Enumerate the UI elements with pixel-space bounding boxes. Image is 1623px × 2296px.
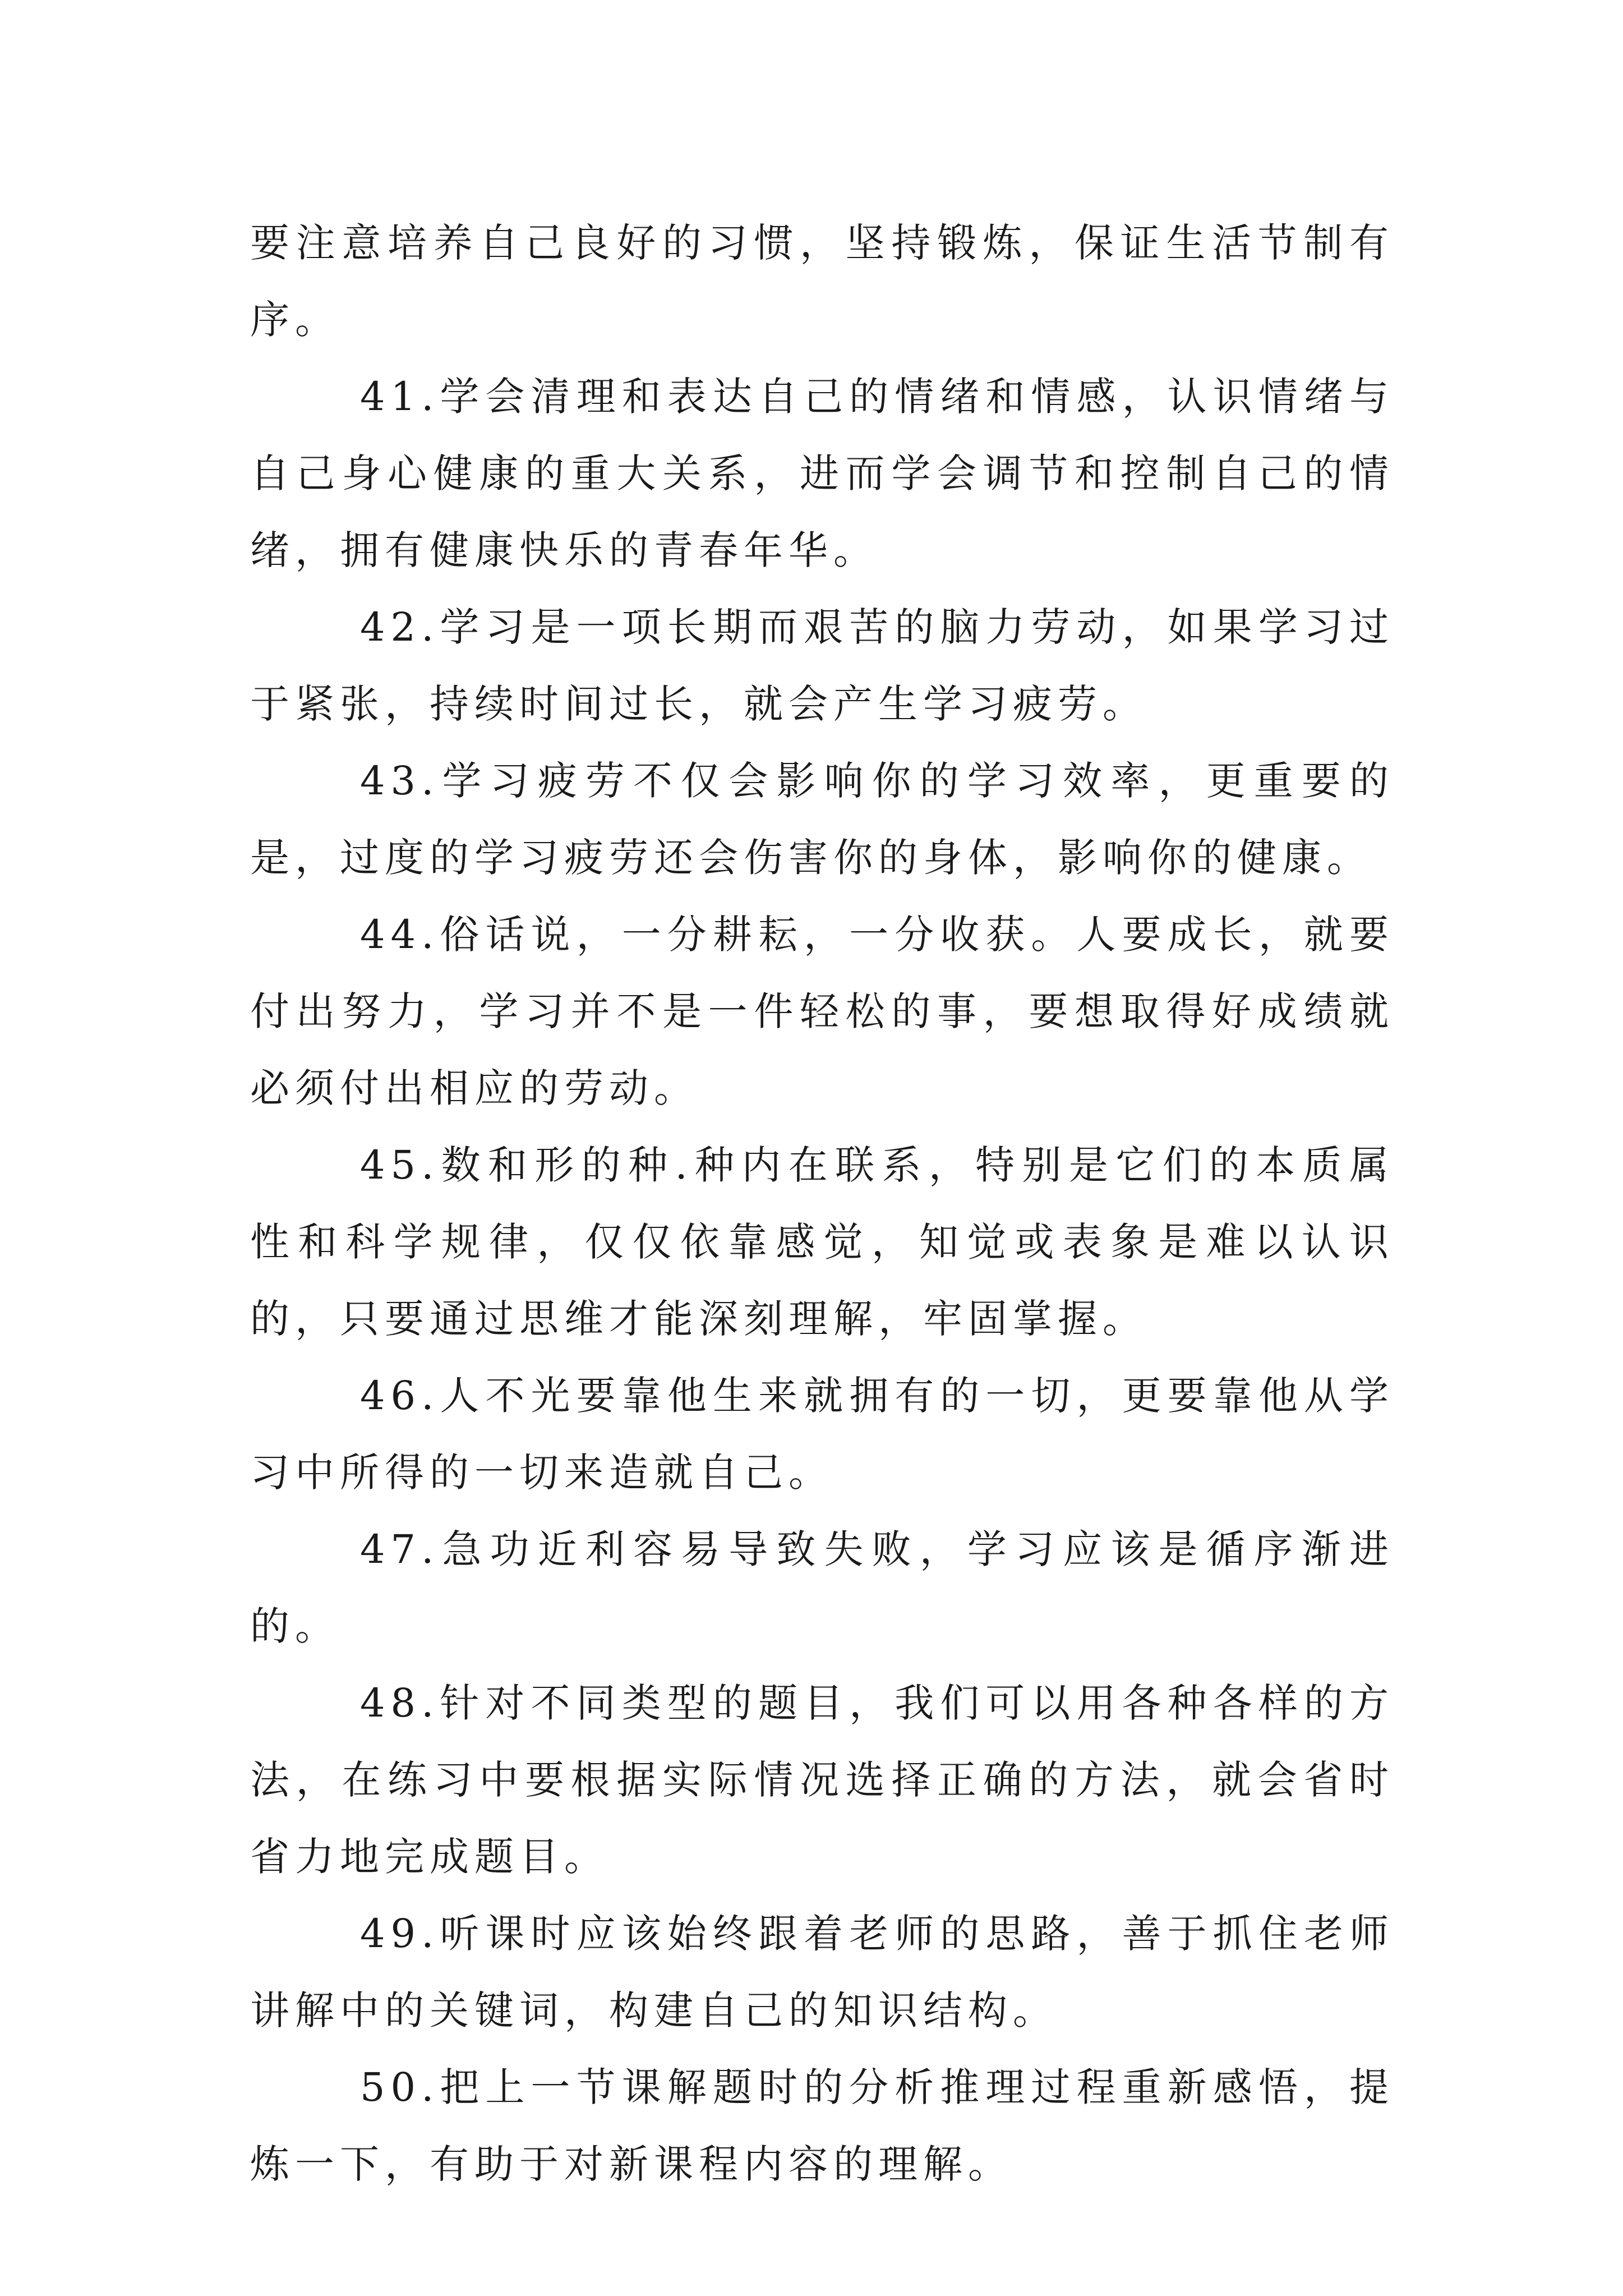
paragraph-45: 45.数和形的种.种内在联系，特别是它们的本质属性和科学规律，仅仅依靠感觉，知觉或表象是难以认识的，只要通过思维才能深刻理解，牢固掌握。 [250,1142,1394,1342]
paragraph-41: 41.学会清理和表达自己的情绪和情感，认识情绪与自己身心健康的重大关系，进而学会调节和控制自己的情绪，拥有健康快乐的青春年华。 [250,374,1394,573]
paragraph-50: 50.把上一节课解题时的分析推理过程重新感悟，提炼一下，有助于对新课程内容的理解。 [250,2064,1394,2187]
paragraph-48: 48.针对不同类型的题目，我们可以用各种各样的方法，在练习中要根据实际情况选择正确的方法，就会省时省力地完成题目。 [250,1680,1394,1880]
paragraph-continuation: 要注意培养自己良好的习惯，坚持锻炼，保证生活节制有序。 [250,220,1394,343]
paragraph-46: 46.人不光要靠他生来就拥有的一切，更要靠他从学习中所得的一切来造就自己。 [250,1373,1394,1496]
paragraph-44: 44.俗话说，一分耕耘，一分收获。人要成长，就要付出努力，学习并不是一件轻松的事，要想取得好成绩就必须付出相应的劳动。 [250,912,1394,1111]
paragraph-42: 42.学习是一项长期而艰苦的脑力劳动，如果学习过于紧张，持续时间过长，就会产生学习疲劳。 [250,604,1394,727]
document-body [250,205,1394,2203]
paragraph-43: 43.学习疲劳不仅会影响你的学习效率，更重要的是，过度的学习疲劳还会伤害你的身体，影响你的健康。 [250,758,1394,881]
paragraph-49: 49.听课时应该始终跟着老师的思路，善于抓住老师讲解中的关键词，构建自己的知识结构。 [250,1911,1394,2033]
paragraph-47: 47.急功近利容易导致失败，学习应该是循序渐进的。 [250,1526,1394,1649]
